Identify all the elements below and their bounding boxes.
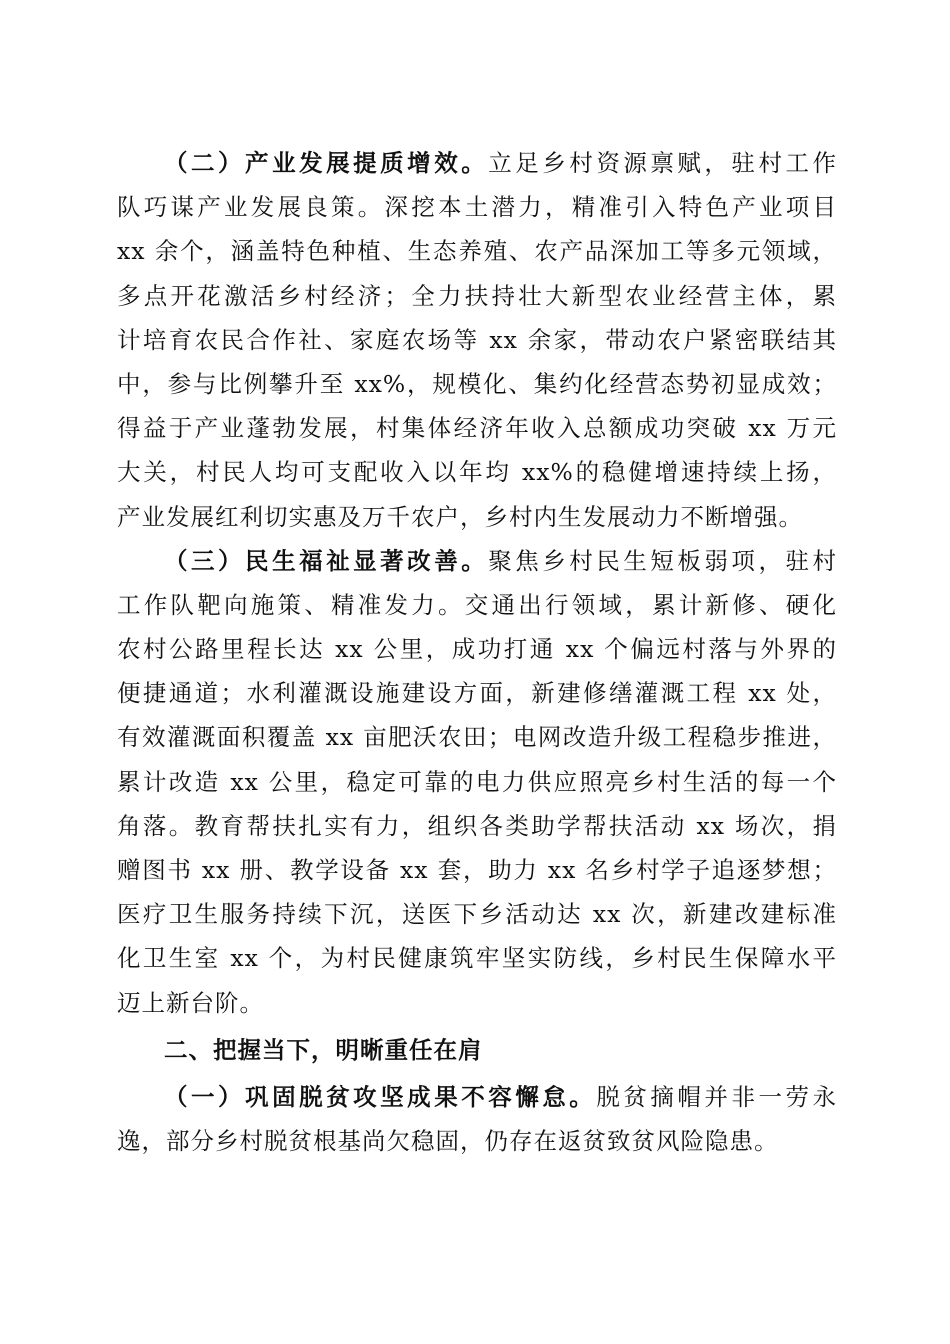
paragraph-first-line: [117, 539, 837, 583]
text-line: 产业发展红利切实惠及万千农户，乡村内生发展动力不断增强。: [117, 502, 803, 531]
subsection-heading: （二）产业发展提质增效。: [164, 149, 489, 177]
subsection-heading: （一）巩固脱贫攻坚成果不容懈怠。: [164, 1082, 597, 1111]
document-page: [117, 141, 837, 1163]
paragraph-industry: [117, 141, 837, 539]
text-line: 中，参与比例攀升至 xx%，规模化、集约化经营态势初显成效；: [117, 369, 837, 398]
section-heading: 二、把握当下，明晰重任在肩: [164, 1035, 483, 1064]
text-line: 赠图书 xx 册、教学设备 xx 套，助力 xx 名乡村学子追逐梦想；: [117, 856, 837, 884]
text-line: 医疗卫生服务持续下沉，送医下乡活动达 xx 次，新建改建标准: [117, 900, 837, 929]
text-line: xx 余个，涵盖特色种植、生态养殖、农产品深加工等多元领域，: [117, 237, 837, 266]
text-line: 累计改造 xx 公里，稳定可靠的电力供应照亮乡村生活的每一个: [117, 767, 837, 796]
paragraph-livelihood: [117, 539, 837, 1025]
text-line: 计培育农民合作社、家庭农场等 xx 余家，带动农户紧密联结其: [117, 325, 837, 354]
subsection-heading: （三）民生福祉显著改善。: [164, 546, 489, 575]
text-line: 得益于产业蓬勃发展，村集体经济年收入总额成功突破 xx 万元: [117, 414, 837, 443]
paragraph-first-line: [117, 141, 837, 185]
text-line: 队巧谋产业发展良策。深挖本土潜力，精准引入特色产业项目: [117, 193, 837, 222]
paragraph-consolidate: [117, 1075, 837, 1163]
text-run: 脱贫摘帽并非一劳永: [596, 1082, 838, 1111]
paragraph-first-line: [117, 1075, 837, 1119]
text-line: 逸，部分乡村脱贫根基尚欠稳固，仍存在返贫致贫风险隐患。: [117, 1126, 779, 1155]
text-line: 多点开花激活乡村经济；全力扶持壮大新型农业经营主体，累: [117, 281, 837, 310]
text-run: 聚焦乡村民生短板弱项，驻村: [488, 546, 837, 575]
text-line: 工作队靶向施策、精准发力。交通出行领域，累计新修、硬化: [117, 590, 837, 619]
text-line: 便捷通道；水利灌溉设施建设方面，新建修缮灌溉工程 xx 处，: [117, 679, 837, 708]
text-line: 化卫生室 xx 个，为村民健康筑牢坚实防线，乡村民生保障水平: [117, 944, 837, 973]
text-line: 有效灌溉面积覆盖 xx 亩肥沃农田；电网改造升级工程稳步推进，: [117, 723, 837, 752]
text-line: 农村公路里程长达 xx 公里，成功打通 xx 个偏远村落与外界的: [117, 635, 837, 664]
text-line: 大关，村民人均可支配收入以年均 xx%的稳健增速持续上扬，: [117, 458, 837, 487]
text-line: 角落。教育帮扶扎实有力，组织各类助学帮扶活动 xx 场次，捐: [117, 811, 837, 840]
text-line: 迈上新台阶。: [117, 988, 264, 1017]
text-run: 立足乡村资源禀赋，驻村工作: [488, 149, 837, 177]
